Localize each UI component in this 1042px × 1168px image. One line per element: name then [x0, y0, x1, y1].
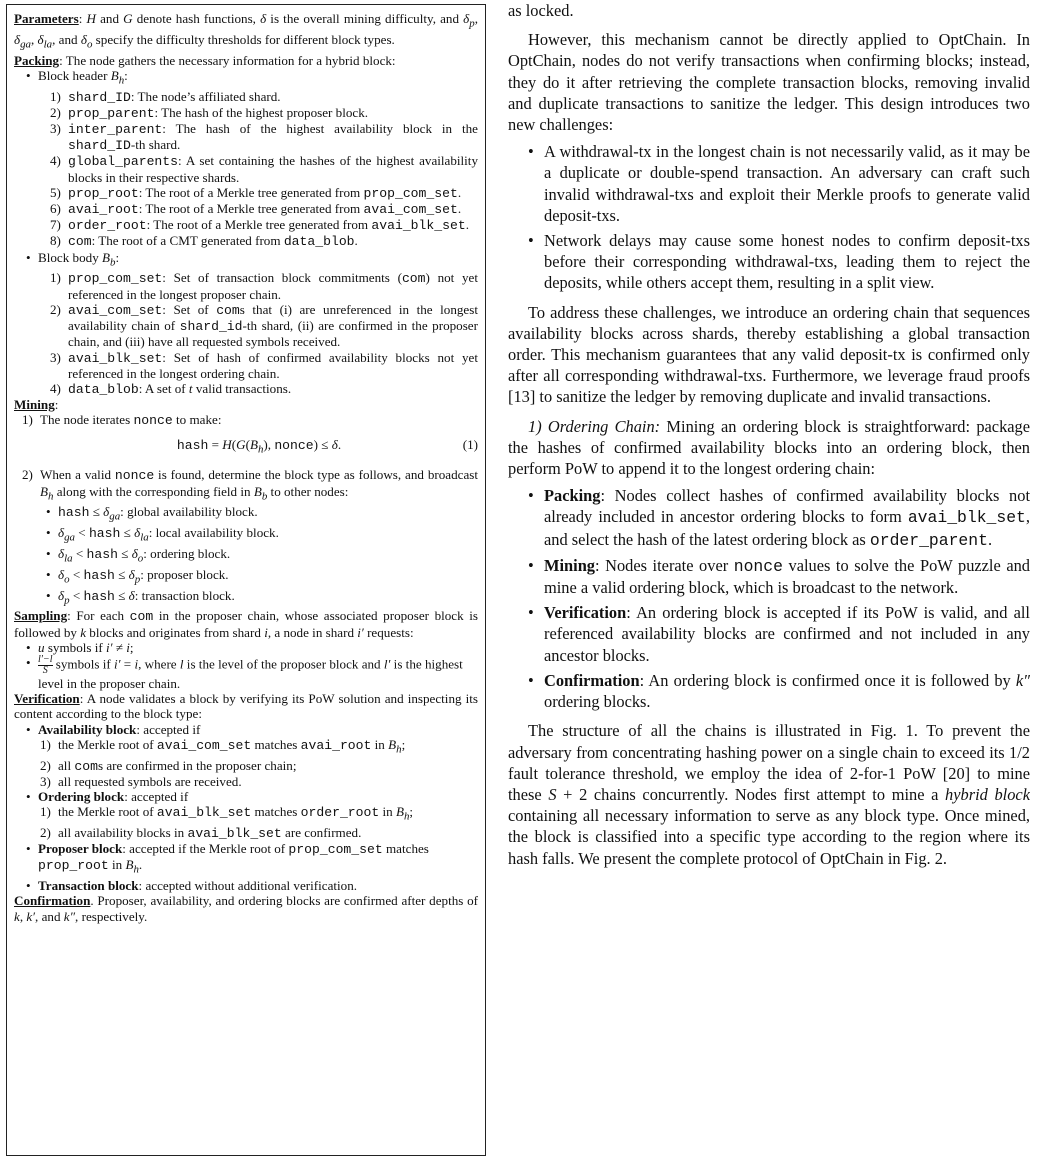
ordering-step: • Packing: Nodes collect hashes of confirmed availability blocks not already included in ancestor ordering blocks to form avai_blk_set, and select the hash of the latest ordering block as order_parent. — [544, 485, 1030, 551]
paragraph-challenges-intro: However, this mechanism cannot be directly applied to OptChain. In OptChain, nodes do not verify transactions when confirming blocks; instead, they do it after retrieving the complete transaction blocks, removing invalid and duplicate transactions to sanitize the ledger. This design introduces two new challenges: — [508, 30, 1030, 135]
availability-checks — [38, 737, 478, 789]
block-type-list — [40, 504, 478, 608]
paragraph-structure: The structure of all the chains is illustrated in Fig. 1. To prevent the adversary from concentrating hashing power on a single chain to exceed its 1/2 fault tolerance threshold, we employ the idea of 2-for-1 PoW [20] to mine these S + 2 chains concurrently. Nodes first attempt to mine a hybrid block containing all necessary information to serve as any block type. Once mined, the block is classified into a specific type according to the region where its hash falls. We present the complete protocol of OptChain in Fig. 2. — [508, 721, 1030, 868]
header-field: avai_root: The root of a Merkle tree generated from avai_com_set. — [68, 201, 462, 218]
check: the Merkle root of avai_com_set matches avai_root in $B_h$; — [58, 736, 406, 756]
mining-label: Mining — [14, 397, 55, 413]
equation-1: hash = $H(G(B_h)$, nonce) ≤ δ. (1) — [176, 436, 478, 456]
sampling-label: Sampling — [14, 608, 68, 624]
ordering-step: • Confirmation: An ordering block is confirmed once it is followed by k″ ordering blocks. — [544, 670, 1030, 712]
block-header-item: • Block header $B_h$: shard_ID: The node’s affiliated shard. prop_parent: The hash of the highest proposer block. inter_parent: The hash of the highest availability block in the shard_ID-th shard. global_parents: A set containing the hashes of the highest availability blocks in their respective shards. prop_root: The root of a Merkle tree generated from prop_com_set. avai_root: The root of a Merkle tree generated from avai_com_set. order_root: The root of a Merkle tree generated from avai_blk_set. com: The root of a CMT generated from data_blob. — [38, 68, 478, 250]
sampling-paragraph: Sampling: For each com in the proposer chain, whose associated proposer block is followed by k blocks and originates from shard i, a node in shard i′ requests: — [14, 608, 478, 640]
sampling-rule: • u symbols if i′ ≠ i; — [38, 640, 478, 655]
header-field: inter_parent: The hash of the highest availability block in the shard_ID-th shard. — [68, 121, 478, 154]
block-type-rule: • hash ≤ $\delta_{ga}$: global availability block. — [58, 504, 478, 525]
block-type-rule: • $\delta_{ga}$ < hash ≤ $\delta_{la}$: local availability block. — [58, 525, 478, 546]
ordering-step: • Mining: Nodes iterate over nonce values to solve the PoW puzzle and mine a valid ordering block, which is broadcast to the network. — [544, 555, 1030, 598]
body-field: prop_com_set: Set of transaction block commitments (com) not yet referenced in the longest proposer chain. — [68, 270, 478, 302]
parameters-paragraph: Parameters: H and G denote hash functions, δ is the overall mining difficulty, and $\delta_p$, $\delta_{ga}$, $\delta_{la}$, and $\delta_o$ specify the difficulty thresholds for different block types. — [14, 11, 478, 51]
paragraph-locked: as locked. — [508, 1, 574, 20]
header-field: prop_parent: The hash of the highest proposer block. — [68, 104, 369, 121]
parameters-label: Parameters — [14, 11, 79, 26]
header-field: global_parents: A set containing the hashes of the highest availability blocks in their respective shards. — [68, 153, 478, 185]
block-body-item: • Block body $B_b$: prop_com_set: Set of transaction block commitments (com) not yet referenced in the longest proposer chain. avai_com_set: Set of coms that (i) are unreferenced in the longest availability chain of shard_id-th shard, (ii) are confirmed in the proposer chain, and (iii) have all requested symbols received. avai_blk_set: Set of hash of confirmed availability blocks not yet referenced in the longest ordering chain. data_blob: A set of t valid transactions. — [38, 250, 478, 397]
verification-list — [14, 722, 478, 894]
paragraph-ordering-chain: 1) Ordering Chain: Mining an ordering block is straightforward: package the hashes of confirmed availability blocks into an ordering block, then perform PoW to append it to the longest ordering chain: — [508, 416, 1030, 479]
sampling-list — [14, 640, 478, 691]
header-field: prop_root: The root of a Merkle tree generated from prop_com_set. — [68, 184, 462, 201]
body-fields-list — [38, 270, 478, 397]
equation-number: (1) — [462, 436, 478, 452]
body-field: avai_com_set: Set of coms that (i) are unreferenced in the longest availability chain of shard_id-th shard, (ii) are confirmed in the proposer chain, and (iii) have all requested symbols received. — [68, 301, 478, 350]
confirmation-paragraph: Confirmation. Proposer, availability, and ordering blocks are confirmed after depths of k, k′, and k″, respectively. — [14, 893, 478, 924]
check: all coms are confirmed in the proposer chain; — [58, 757, 297, 774]
ordering-checks — [38, 804, 478, 841]
packing-list — [14, 68, 478, 397]
body-field: avai_blk_set: Set of hash of confirmed availability blocks not yet referenced in the longest ordering chain. — [68, 349, 478, 381]
check: the Merkle root of avai_blk_set matches order_root in $B_h$; — [58, 804, 414, 823]
protocol-box — [6, 4, 486, 1156]
check: all requested symbols are received. — [58, 773, 242, 789]
challenge-item: • A withdrawal-tx in the longest chain is not necessarily valid, as it may be a duplicate or double-spend transaction. An adversary can craft such invalid withdrawal-txs and exploit their Merkle proofs to generate valid deposit-txs. — [544, 141, 1030, 226]
mining-step: The node iterates nonce to make: hash = $H(G(B_h)$, nonce) ≤ δ. (1) — [40, 412, 478, 457]
subsection-title: 1) Ordering Chain: — [528, 416, 661, 436]
challenges-list — [508, 141, 1030, 293]
block-type-rule: • $\delta_{la}$ < hash ≤ $\delta_o$: ordering block. — [58, 546, 478, 567]
packing-paragraph: Packing: The node gathers the necessary information for a hybrid block: — [14, 52, 396, 68]
verification-paragraph: Verification: A node validates a block by verifying its PoW solution and inspecting its content according to the block type: — [14, 691, 478, 722]
check: all availability blocks in avai_blk_set are confirmed. — [58, 825, 362, 842]
fraction: • $\frac{l'-l}{S}$ — [38, 654, 53, 677]
body-column — [508, 0, 1030, 1168]
mining-paragraph: Mining: — [14, 397, 59, 413]
availability-rule: • Availability block: accepted if the Merkle root of avai_com_set matches avai_root in $B_h$; all coms are confirmed in the proposer chain; all requested symbols are received. — [38, 722, 478, 789]
verification-label: Verification — [14, 691, 80, 707]
ordering-rule: • Ordering block: accepted if the Merkle root of avai_blk_set matches order_root in $B_h$; all availability blocks in avai_blk_set are confirmed. — [38, 789, 478, 841]
confirmation-label: Confirmation — [14, 893, 91, 909]
block-type-rule: • $\delta_o$ < hash ≤ $\delta_p$: proposer block. — [58, 567, 478, 588]
ordering-step: • Verification: An ordering block is accepted if its PoW is valid, and all referenced availability blocks are confirmed and not included in any ancestor blocks. — [544, 602, 1030, 666]
paragraph-ordering-intro: To address these challenges, we introduce an ordering chain that sequences availability blocks across shards, thereby establishing a global transaction order. This mechanism guarantees that any valid deposit-tx is confirmed only after all corresponding withdrawal-txs. Furthermore, we leverage fraud proofs [13] to sanitize the ledger by removing duplicate and invalid transactions. — [508, 302, 1030, 407]
proposer-rule: • Proposer block: accepted if the Merkle root of prop_com_set matches prop_root in $B_h$. — [38, 841, 478, 878]
sampling-rule: • $\frac{l'-l}{S}$ symbols if i′ = i, where l is the level of the proposer block and l′ is the highest level in the proposer chain. — [38, 655, 478, 691]
packing-label: Packing — [14, 52, 60, 68]
mining-steps — [14, 412, 478, 608]
challenge-item: • Network delays may cause some honest nodes to confirm deposit-txs before their corresponding withdrawal-txs, leading them to reject the deposits, while others accept them, resulting in a split view. — [544, 230, 1030, 294]
header-field: order_root: The root of a Merkle tree generated from avai_blk_set. — [68, 217, 469, 234]
header-field: shard_ID: The node’s affiliated shard. — [68, 88, 281, 105]
header-field: com: The root of a CMT generated from data_blob. — [68, 233, 358, 250]
header-fields-list — [38, 89, 478, 250]
body-field: data_blob: A set of t valid transactions. — [68, 380, 292, 397]
mining-step: When a valid nonce is found, determine the block type as follows, and broadcast $B_h$ along with the corresponding field in $B_b$ to other nodes: • hash ≤ $\delta_{ga}$: global availability block. • $\delta_{ga}$ < hash ≤ $\delta_{la}$: local availability block. • $\delta_{la}$ < hash ≤ $\delta_o$: ordering block. • $\delta_o$ < hash ≤ $\delta_p$: proposer block. • $\delta_p$ < hash ≤ δ: transaction block. — [40, 467, 478, 608]
transaction-rule: • Transaction block: accepted without additional verification. — [38, 878, 478, 893]
ordering-steps-list — [508, 485, 1030, 712]
block-type-rule: • $\delta_p$ < hash ≤ δ: transaction block. — [58, 588, 478, 609]
